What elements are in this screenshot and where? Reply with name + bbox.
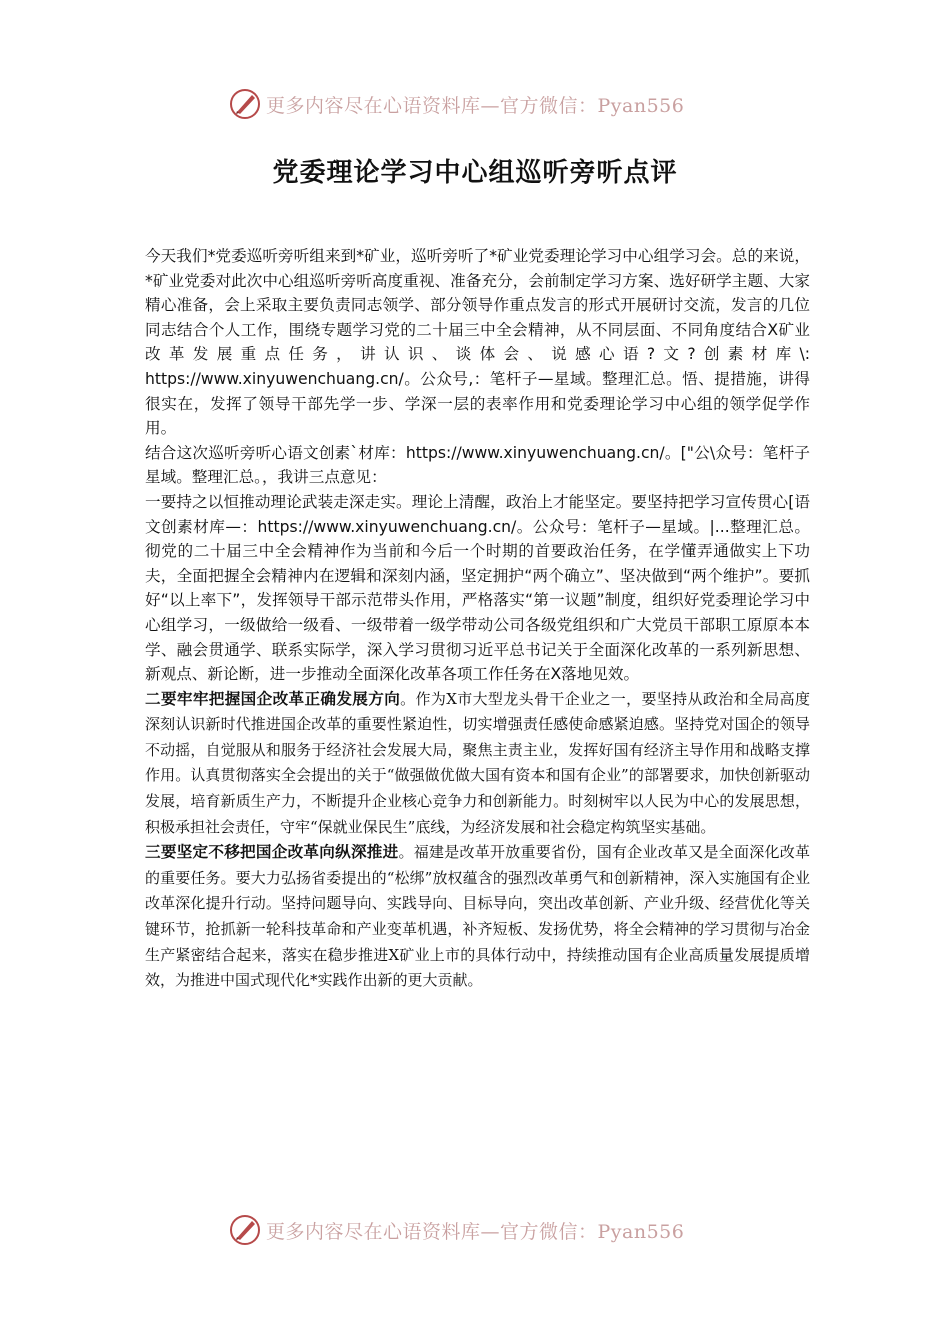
- document-title: 党委理论学习中心组巡听旁听点评: [272, 158, 678, 188]
- point-three-text: 。福建是改革开放重要省份，国有企业改革又是全面深化改革的重要任务。要大力弘扬省委提出的“松绑”放权蕴含的强烈改革勇气和创新精神，深入实施国有企业改革深化提升行动。坚持问题导向、实践导向、目标导向，突出改革创新、产业升级、经营优化等关键环节，抢抓新一轮科技革命和产业变革机遇，补齐短板、发扬优势，将全会精神的学习贯彻与冶金生产紧密结合起来，落实在稳步推进X矿业上市的具体行动中，持续推动国有企业高质量发展提质增效，为推进中国式现代化*实践作出新的更大贡献。: [145, 843, 810, 990]
- pen-logo-icon: [228, 1213, 262, 1247]
- paragraph-point-three: [145, 840, 810, 994]
- pen-logo-icon: [228, 87, 262, 121]
- point-two-heading: 二要牢牢把握国企改革正确发展方向: [145, 689, 401, 708]
- watermark-text-bottom: 更多内容尽在心语资料库—官方微信：Pyan556: [266, 1220, 685, 1243]
- paragraph-transition: 结合这次巡听旁听心语文创素`材库：https://www.xinyuwenchuang.cn/。["公\众号：笔杆子星域。整理汇总。，我讲三点意见：: [145, 443, 810, 487]
- point-three-heading: 三要坚定不移把国企改革向纵深推进: [145, 843, 399, 862]
- paragraph-intro: 今天我们*党委巡听旁听组来到*矿业，巡听旁听了*矿业党委理论学习中心组学习会。总的来说，*矿业党委对此次中心组巡听旁听高度重视、准备充分，会前制定学习方案、选好研学主题、大家精心准备，会上采取主要负责同志领学、部分领导作重点发言的形式开展研讨交流，发言的几位同志结合个人工作，围绕专题学习党的二十届三中全会精神，从不同层面、不同角度结合X矿业改革发展重点任务，讲认识、谈体会、说感心语?文?创素材库\: https://www.xinyuwenchuang.cn/。公众号,：笔杆子—星域。整理汇总。悟、提措施，讲得很实在，发挥了领导干部先学一步、学深一层的表率作用和党委理论学习中心组的领学促学作用。: [145, 247, 810, 438]
- paragraph-point-two: [145, 687, 810, 841]
- paragraph-point-one: 一要持之以恒推动理论武装走深走实。理论上清醒，政治上才能坚定。要坚持把学习宣传贯心[语文创素材库—：https://www.xinyuwenchuang.cn/。公众号：笔杆子—星域。|...整理汇总。彻党的二十届三中全会精神作为当前和今后一个时期的首要政治任务，在学懂弄通做实上下功夫，全面把握全会精神内在逻辑和深刻内涵，坚定拥护“两个确立”、坚决做到“两个维护”。要抓好“以上率下”，发挥领导干部示范带头作用，严格落实“第一议题”制度，组织好党委理论学习中心组学习，一级做给一级看、一级带着一级学带动公司各级党组织和广大党员干部职工原原本本学、融会贯通学、联系实际学，深入学习贯彻习近平总书记关于全面深化改革的一系列新思想、新观点、新论断，进一步推动全面深化改革各项工作任务在X落地见效。: [145, 492, 810, 684]
- watermark-banner-bottom: [228, 1210, 748, 1250]
- watermark-text-top: 更多内容尽在心语资料库—官方微信：Pyan556: [266, 94, 685, 117]
- point-two-text: 。作为X市大型龙头骨干企业之一，要坚持从政治和全局高度深刻认识新时代推进国企改革的重要性紧迫性，切实增强责任感使命感紧迫感。坚持党对国企的领导不动摇，自觉服从和服务于经济社会发展大局，聚焦主责主业，发挥好国有经济主导作用和战略支撑作用。认真贯彻落实全会提出的关于“做强做优做大国有资本和国有企业”的部署要求，加快创新驱动发展，培育新质生产力，不断提升企业核心竞争力和创新能力。时刻树牢以人民为中心的发展思想，积极承担社会责任，守牢“保就业保民生”底线，为经济发展和社会稳定构筑坚实基础。: [145, 689, 810, 836]
- document-body: [145, 244, 810, 994]
- watermark-banner-top: [228, 84, 748, 124]
